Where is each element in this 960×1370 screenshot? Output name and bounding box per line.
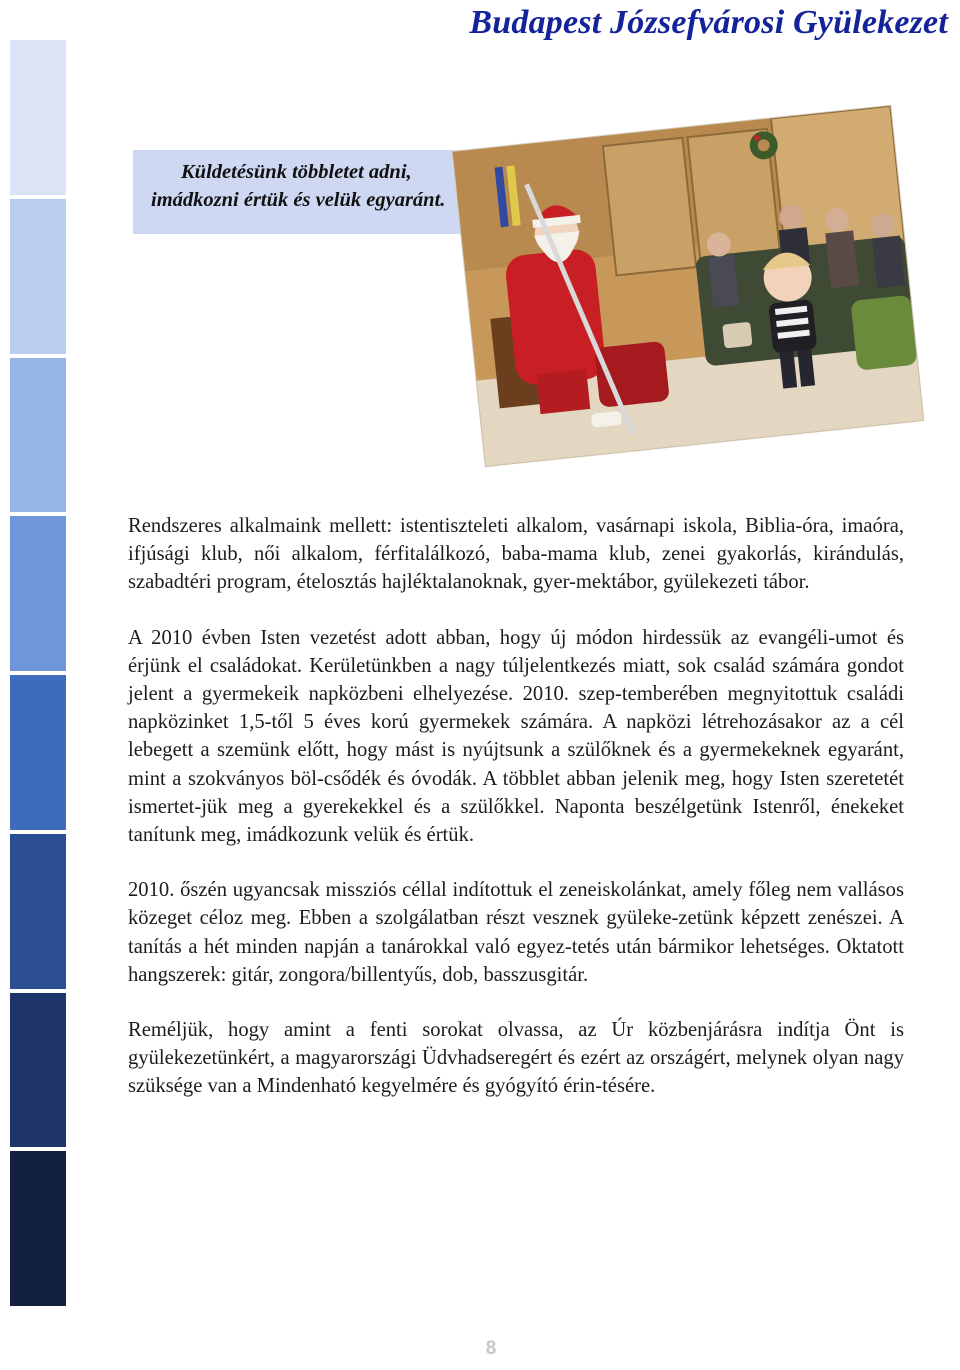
- mission-line-1: Küldetésünk többletet adni,: [181, 161, 412, 183]
- sidebar-segment: [10, 834, 66, 989]
- sidebar-segment: [10, 1151, 66, 1306]
- photo-illustration: [453, 106, 924, 466]
- christmas-party-photo: [453, 106, 924, 466]
- body-text: [128, 512, 904, 1128]
- paragraph-music-school: 2010. őszén ugyancsak missziós céllal indítottuk el zeneiskolánkat, amely főleg nem vallásos közeget céloz meg. Ebben a szolgálatban részt vesznek gyüleke-zetünk képzett zenészei. A tanítás a hét minden napján a tanárokkal való egyez-tetés után bármikor lehetséges. Oktatott hangszerek: gitár, zongora/billentyűs, dob, basszusgitár.: [128, 879, 904, 986]
- sidebar-segment: [10, 40, 66, 195]
- paragraph-daycare: A 2010 évben Isten vezetést adott abban, hogy új módon hirdessük az evangéli-umot és érjünk el családokat. Kerületünkben a nagy túljelentkezés miatt, sok család számára gondot jelent a gyermekeik napközbeni elhelyezése. 2010. szep-temberében megnyitottuk családi napközinket 1,5-től 5 éves korú gyermekek számára. A napközi létrehozásakor az a cél lebegett a szemünk előtt, hogy mást is nyújtsunk a szülőknek és a gyermekeknek egyaránt, mint a szokványos böl-csődék és óvodák. A többlet abban jelenik meg, hogy Isten szeretetét ismertet-jük meg a gyerekekkel és a szülőkkel. Naponta beszélgetünk Istenről, énekeket tanítunk meg, imádkozunk velük és értük.: [128, 626, 904, 847]
- mission-line-2: imádkozni értük és velük egyaránt.: [151, 189, 446, 211]
- page-header-title: Budapest Józsefvárosi Gyülekezet: [469, 4, 948, 41]
- sidebar-segment: [10, 358, 66, 513]
- decorative-color-sidebar: [10, 40, 66, 1306]
- sidebar-segment: [10, 993, 66, 1148]
- paragraph-programs: Rendszeres alkalmaink mellett: istentiszteleti alkalom, vasárnapi iskola, Biblia-óra, imaóra, ifjúsági klub, női alkalom, férfitalálkozó, baba-mama klub, zenei gyakorlás, kirándulás, szabadtéri program, ételosztás hajléktalanoknak, gyer-mektábor, gyülekezeti tábor.: [128, 515, 904, 594]
- sidebar-segment: [10, 675, 66, 830]
- paragraph-closing: Reméljük, hogy amint a fenti sorokat olvassa, az Úr közbenjárásra indítja Önt is gyülekezetünkért, a magyarországi Üdvhadseregért és ezért az országért, melynek olyan nagy szüksége van a Mindenható kegyelmére és gyógyító érin-tésére.: [128, 1019, 904, 1098]
- sidebar-segment: [10, 516, 66, 671]
- sidebar-segment: [10, 199, 66, 354]
- page-number: 8: [485, 1338, 497, 1359]
